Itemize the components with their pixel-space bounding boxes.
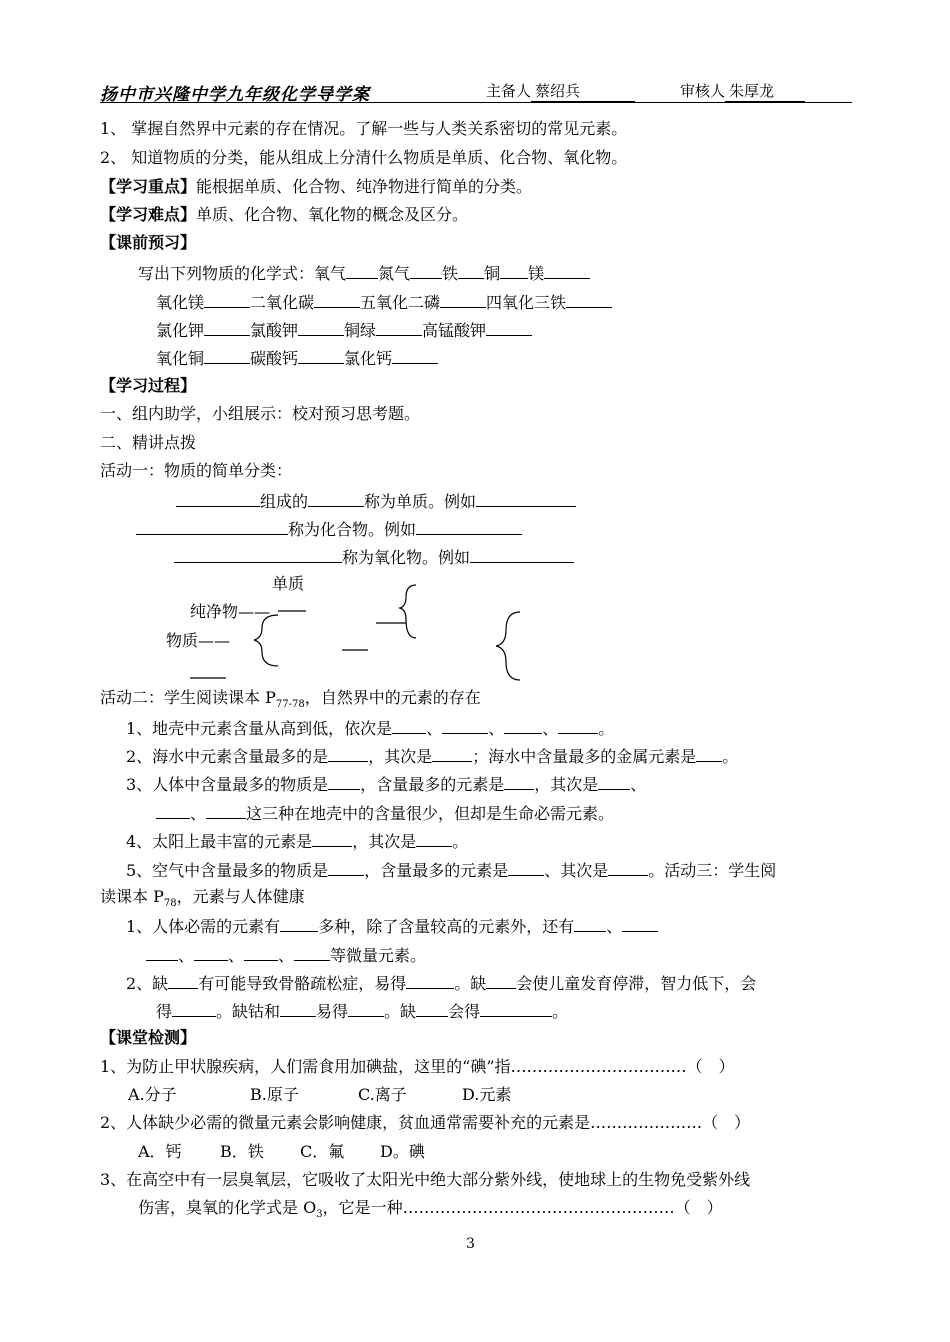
answer-blank[interactable] xyxy=(314,291,360,308)
definition-compound xyxy=(136,518,522,540)
activity-2-q1: 1、地壳中元素含量从高到低，依次是 、 、 、 。 xyxy=(126,719,615,738)
question-text: 这三种在地壳中的含量很少，但却是生命必需元素。 xyxy=(246,804,615,823)
preview-item: 氧化镁 xyxy=(156,293,205,312)
page-range: 77-78 xyxy=(275,699,305,711)
answer-blank[interactable] xyxy=(566,291,612,308)
option-c[interactable]: C．氟 xyxy=(300,1142,345,1161)
answer-blank[interactable] xyxy=(328,773,360,790)
test-q2: 2、人体缺少必需的微量元素会影响健康，贫血通常需要补充的元素是…………………（ ） xyxy=(100,1113,751,1132)
question-text: 、其次是 xyxy=(544,861,609,880)
preview-item: 氯化钙 xyxy=(344,349,393,368)
activity-3-q1: 1、人体必需的元素有 多种，除了含量较高的元素外，还有 、 xyxy=(126,915,658,937)
answer-blank[interactable] xyxy=(328,745,368,762)
answer-blank[interactable] xyxy=(298,347,344,364)
answer-blank[interactable] xyxy=(156,802,190,819)
answer-blank[interactable] xyxy=(280,915,318,932)
activity-2-text: ，自然界中的元素的存在 xyxy=(304,688,481,707)
answer-blank[interactable] xyxy=(376,319,422,336)
preview-item: 氧气 xyxy=(314,264,347,283)
answer-blank[interactable] xyxy=(486,972,516,989)
answer-blank[interactable] xyxy=(696,745,722,762)
answer-blank[interactable] xyxy=(204,347,250,364)
answer-blank[interactable] xyxy=(544,262,590,279)
preview-intro: 写出下列物质的化学式： xyxy=(138,264,315,283)
reviewer-label: 审核人 xyxy=(680,82,726,100)
question-text: 1、人体必需的元素有 xyxy=(126,917,281,936)
answer-blank[interactable] xyxy=(458,262,484,279)
option-c[interactable]: C.离子 xyxy=(358,1085,407,1104)
answer-blank[interactable] xyxy=(392,717,426,734)
answer-blank[interactable] xyxy=(406,972,454,989)
answer-blank[interactable] xyxy=(508,859,544,876)
question-text: ，含量最多的元素是 xyxy=(360,775,505,794)
preview-row-1 xyxy=(138,262,590,284)
answer-blank[interactable] xyxy=(176,490,260,507)
preview-item: 氧化铜 xyxy=(156,349,205,368)
answer-blank[interactable] xyxy=(328,859,364,876)
preview-row-2 xyxy=(156,291,612,313)
process-step-2: 二、精讲点拨 xyxy=(100,433,197,452)
preparer-label: 主备人 xyxy=(486,82,532,100)
tree-pure-substance: 纯净物—— xyxy=(190,602,271,621)
test-q3-cont xyxy=(138,1198,723,1225)
answer-blank[interactable] xyxy=(504,717,542,734)
option-a[interactable]: A．钙 xyxy=(138,1142,182,1161)
activity-3-text: 读课本 P xyxy=(100,887,164,906)
question-text: ，其次是 xyxy=(352,832,417,851)
goal-2: 2、 知道物质的分类，能从组成上分清什么物质是单质、化合物、氧化物。 xyxy=(100,148,628,167)
answer-blank[interactable] xyxy=(204,319,250,336)
question-text: 。缺 xyxy=(384,1002,417,1021)
preview-item: 二氧化碳 xyxy=(250,293,315,312)
preparer-name: 蔡绍兵 xyxy=(531,80,635,102)
answer-blank[interactable] xyxy=(410,262,442,279)
answer-blank[interactable] xyxy=(204,291,250,308)
question-text: 2、缺 xyxy=(126,974,169,993)
question-text: 会使儿童发育停滞，智力低下，会 xyxy=(516,974,757,993)
preview-item: 铜 xyxy=(484,264,501,283)
page-range: 78 xyxy=(163,898,177,910)
question-text: 有可能导致骨骼疏松症，易得 xyxy=(198,974,407,993)
question-text: 等微量元素。 xyxy=(330,946,427,965)
answer-blank[interactable] xyxy=(432,745,472,762)
def-text: 称为氧化物。例如 xyxy=(342,548,471,567)
answer-blank[interactable] xyxy=(442,717,488,734)
answer-blank[interactable] xyxy=(416,518,522,535)
tree-single-substance: 单质 xyxy=(272,574,305,593)
preparer-field xyxy=(486,80,635,102)
question-text: 3、人体中含量最多的物质是 xyxy=(126,775,329,794)
answer-blank[interactable] xyxy=(476,490,576,507)
answer-blank[interactable] xyxy=(574,915,606,932)
preview-row-3 xyxy=(156,319,532,341)
answer-blank[interactable] xyxy=(598,773,630,790)
activity-2-q3: 3、人体中含量最多的物质是 ，含量最多的元素是 ，其次是 、 xyxy=(126,775,647,794)
question-text: ；海水中含量最多的金属元素是 xyxy=(472,747,697,766)
option-d[interactable]: D.元素 xyxy=(462,1085,512,1104)
activity-3-q1-cont: 、 、 、 等微量元素。 xyxy=(146,944,426,966)
question-text: 。活动三：学生阅 xyxy=(648,861,777,880)
question-text: ，其次是 xyxy=(534,775,599,794)
option-d[interactable]: D。碘 xyxy=(380,1142,425,1161)
brace-matter xyxy=(254,615,278,666)
activity-3-q2 xyxy=(126,972,756,994)
activity-2-text: 活动二：学生阅读课本 P xyxy=(100,688,276,707)
key-point-label: 【学习重点】 xyxy=(100,177,197,196)
option-b[interactable]: B.原子 xyxy=(250,1085,299,1104)
option-a[interactable]: A.分子 xyxy=(128,1085,177,1104)
answer-blank[interactable] xyxy=(146,944,178,961)
option-b[interactable]: B．铁 xyxy=(220,1142,264,1161)
answer-blank[interactable] xyxy=(312,830,352,847)
activity-2-q3-cont: 、 这三种在地壳中的含量很少，但却是生命必需元素。 xyxy=(156,802,614,824)
test-q3: 3、在高空中有一层臭氧层，它吸收了太阳光中绝大部分紫外线，使地球上的生物免受紫外线 xyxy=(100,1170,751,1189)
answer-blank[interactable] xyxy=(280,1000,316,1017)
key-point xyxy=(100,177,532,197)
answer-blank[interactable] xyxy=(608,859,648,876)
preview-item: 铁 xyxy=(442,264,459,283)
answer-blank[interactable] xyxy=(168,972,198,989)
question-text: 2、海水中元素含量最多的是 xyxy=(126,747,329,766)
answer-blank[interactable] xyxy=(244,944,278,961)
preview-item: 氯酸钾 xyxy=(250,321,299,340)
def-text: 称为化合物。例如 xyxy=(288,520,417,539)
def-text: 组成的 xyxy=(260,492,309,511)
activity-1-title: 活动一：物质的简单分类： xyxy=(100,461,293,480)
preview-item: 氮气 xyxy=(378,264,411,283)
answer-blank[interactable] xyxy=(136,518,288,535)
question-text: 易得 xyxy=(316,1002,349,1021)
question-text: 5、空气中含量最多的物质是 xyxy=(126,861,329,880)
question-text: 。缺 xyxy=(454,974,487,993)
answer-blank[interactable] xyxy=(174,546,342,563)
answer-blank[interactable] xyxy=(416,1000,448,1017)
tree-matter: 物质—— xyxy=(166,631,231,650)
activity-2-title xyxy=(100,688,481,715)
question-text: 得 xyxy=(156,1002,173,1021)
key-point-text: 能根据单质、化合物、纯净物进行简单的分类。 xyxy=(196,177,533,196)
reviewer-field xyxy=(680,80,805,102)
preview-item: 高锰酸钾 xyxy=(422,321,487,340)
answer-blank[interactable] xyxy=(500,262,528,279)
preview-item: 碳酸钙 xyxy=(250,349,299,368)
classification-tree-brackets xyxy=(160,580,540,690)
page-header xyxy=(100,80,852,103)
answer-blank[interactable] xyxy=(346,262,378,279)
question-text: ，含量最多的元素是 xyxy=(364,861,509,880)
activity-2-q2: 2、海水中元素含量最多的是 ，其次是 ；海水中含量最多的金属元素是 。 xyxy=(126,747,739,766)
preview-item: 氯化钾 xyxy=(156,321,205,340)
school-title: 扬中市兴隆中学九年级化学导学案 xyxy=(100,85,370,105)
goal-1: 1、 掌握自然界中元素的存在情况。了解一些与人类关系密切的常见元素。 xyxy=(100,119,628,138)
answer-blank[interactable] xyxy=(558,717,598,734)
answer-blank[interactable] xyxy=(308,490,364,507)
answer-blank[interactable] xyxy=(504,773,534,790)
question-text: 。缺钴和 xyxy=(216,1002,281,1021)
formula-subscript: 3 xyxy=(316,1209,323,1221)
answer-blank[interactable] xyxy=(440,291,486,308)
question-text: ，其次是 xyxy=(368,747,433,766)
difficulty-text: 单质、化合物、氧化物的概念及区分。 xyxy=(196,205,469,224)
question-text: 会得 xyxy=(448,1002,481,1021)
reviewer-name: 朱厚龙 xyxy=(725,80,805,102)
question-text: 多种，除了含量较高的元素外，还有 xyxy=(318,917,575,936)
answer-blank[interactable] xyxy=(294,944,330,961)
brace-compound xyxy=(496,612,520,680)
answer-blank[interactable] xyxy=(206,802,246,819)
answer-blank[interactable] xyxy=(172,1000,216,1017)
preview-item: 五氧化二磷 xyxy=(360,293,441,312)
test-heading: 【课堂检测】 xyxy=(100,1028,197,1047)
question-text: ，它是一种……………………………………………（ ） xyxy=(322,1198,723,1217)
def-text: 称为单质。例如 xyxy=(364,492,477,511)
answer-blank[interactable] xyxy=(392,347,438,364)
answer-blank[interactable] xyxy=(298,319,344,336)
activity-3-text: ，元素与人体健康 xyxy=(176,887,305,906)
question-text: 1、地壳中元素含量从高到低，依次是 xyxy=(126,719,393,738)
activity-2-q4: 4、太阳上最丰富的元素是 ，其次是 。 xyxy=(126,832,469,851)
answer-blank[interactable] xyxy=(416,830,452,847)
answer-blank[interactable] xyxy=(480,1000,552,1017)
activity-3-q2-cont: 得 。缺钴和 易得 。缺 会得 。 xyxy=(156,1002,569,1021)
answer-blank[interactable] xyxy=(194,944,228,961)
brace-pure xyxy=(400,585,416,638)
process-step-1: 一、组内助学，小组展示：校对预习思考题。 xyxy=(100,404,421,423)
preview-row-4 xyxy=(156,347,438,369)
difficulty xyxy=(100,205,468,225)
answer-blank[interactable] xyxy=(348,1000,384,1017)
page-number: 3 xyxy=(466,1236,475,1252)
answer-blank[interactable] xyxy=(486,319,532,336)
definition-oxide xyxy=(174,546,574,568)
preview-item: 四氧化三铁 xyxy=(486,293,567,312)
answer-blank[interactable] xyxy=(622,915,658,932)
preview-item: 铜绿 xyxy=(344,321,377,340)
activity-2-q5 xyxy=(126,859,776,881)
question-text: 伤害，臭氧的化学式是 O xyxy=(138,1198,317,1217)
test-q1: 1、为防止甲状腺疾病，人们需食用加碘盐，这里的“碘”指……………………………（ ） xyxy=(100,1057,735,1076)
activity-3-title xyxy=(100,887,305,914)
answer-blank[interactable] xyxy=(470,546,574,563)
definition-element xyxy=(176,490,576,512)
preview-heading: 【课前预习】 xyxy=(100,233,197,252)
question-text: 4、太阳上最丰富的元素是 xyxy=(126,832,313,851)
process-heading: 【学习过程】 xyxy=(100,376,197,395)
preview-item: 镁 xyxy=(528,264,545,283)
difficulty-label: 【学习难点】 xyxy=(100,205,197,224)
